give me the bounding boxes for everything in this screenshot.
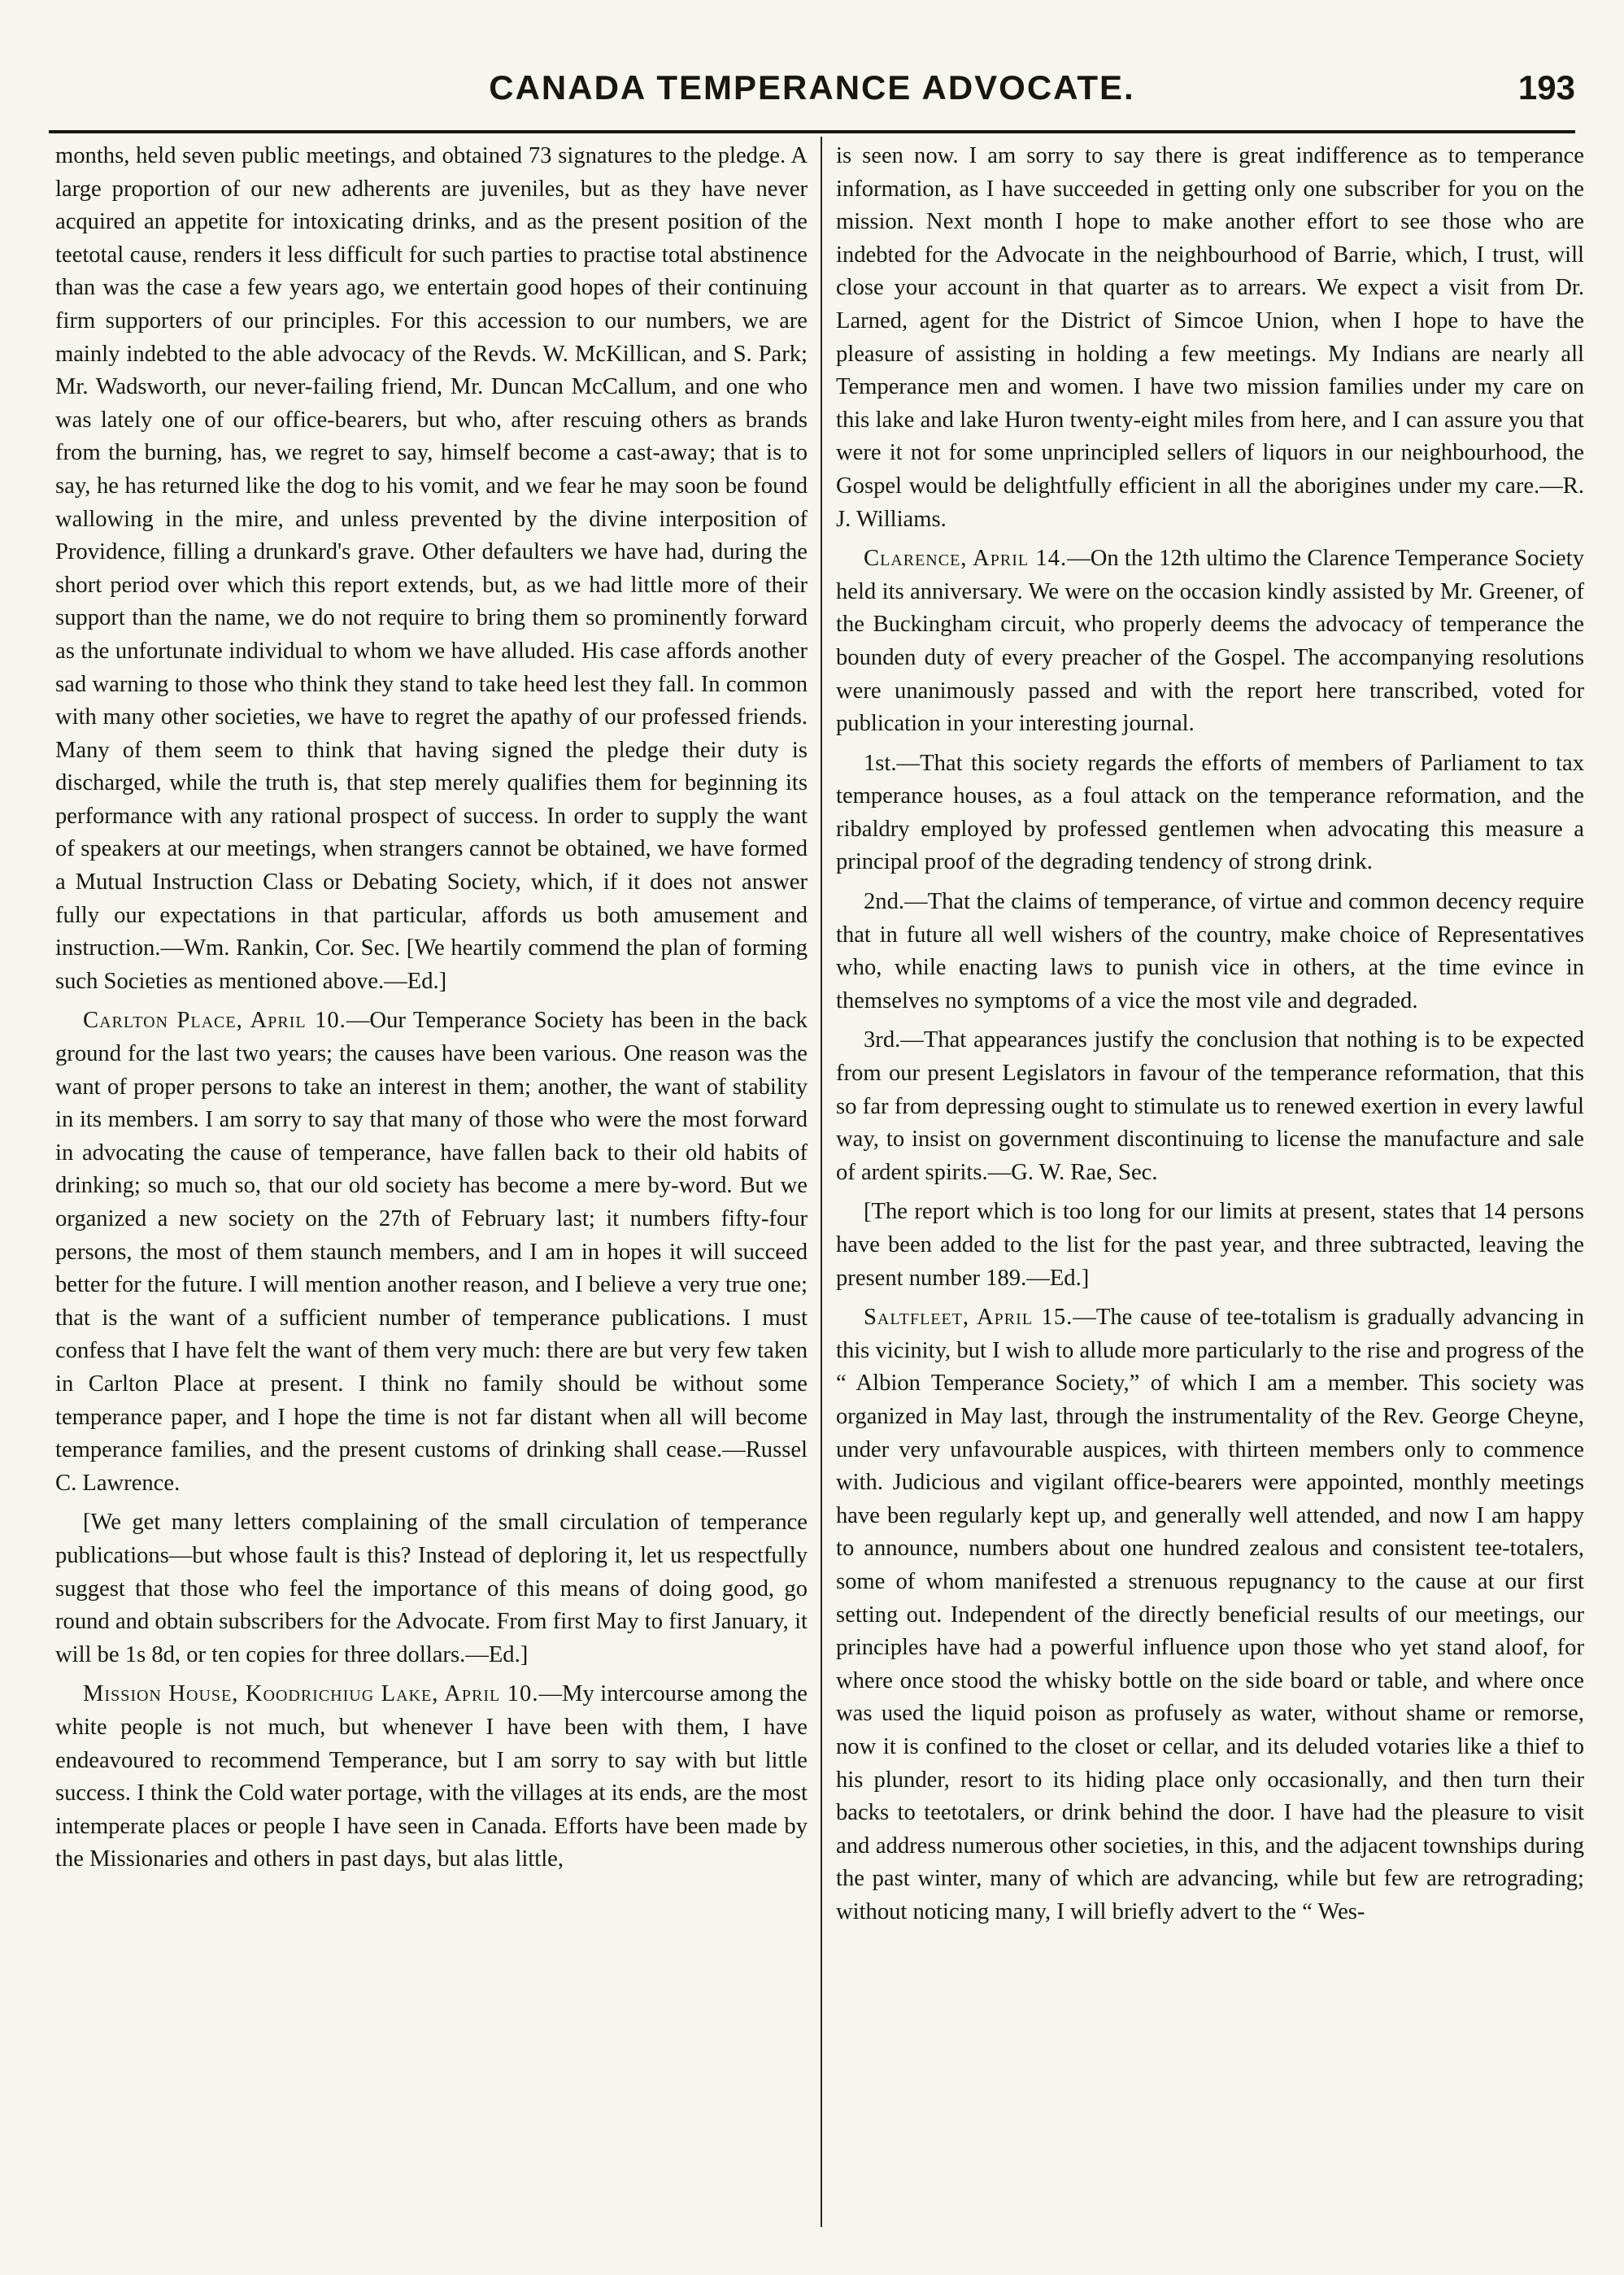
editor-note: [We get many letters complaining of the small circulation of temperance publications—but whose fault is this? Instead of deploring it, let us respectfully suggest that those who feel the importance of this means of doing good, go round and obtain subscribers for the Advocate. From first May to first January, it will be 1s 8d, or ten copies for three dollars.—Ed.] — [55, 1510, 808, 1667]
article-paragraph: is seen now. I am sorry to say there is great indifference as to temperance information, as I have succeeded in getting only one subscriber for you on the mission. Next month I hope to make another effort to see those who are indebted for the Advocate in the neighbourhood of Barrie, which, I trust, will close your account in that quarter as to arrears. We expect a visit from Dr. Larned, agent for the District of Simcoe Union, when I hope to have the pleasure of assisting in holding a few meetings. My Indians are nearly all Temperance men and women. I have two mission families under my care on this lake and lake Huron twenty-eight miles from here, and I can assure you that were it not for some unprincipled sellers of liquors in our neighbourhood, the Gospel would be delightfully efficient in all the aborigines under my care.—R. J. Williams. — [836, 143, 1584, 532]
left-column — [55, 140, 808, 2222]
article-paragraph — [836, 1301, 1584, 1929]
article-text: —The cause of tee-totalism is gradually advancing in this vicinity, but I wish to allude more particularly to the rise and progress of the “ Albion Temperance Society,” of which I am a member. This society was organized in May last, through the instrumentality of the Rev. George Cheyne, under very unfavourable auspices, with thirteen members only to commence with. Judicious and vigilant office-bearers were appointed, monthly meetings have been regularly kept up, and generally well attended, and now I am happy to announce, numbers about one hundred zealous and consistent tee-totalers, some of whom manifested a strenuous repugnancy to the cause at our first setting out. Independent of the directly beneficial results of our meetings, our principles have had a powerful influence upon those who yet stand aloof, for where once stood the whisky bottle on the side board or table, and where once was used the liquid poison as profusely as water, without shame or remorse, now it is confined to the closet or cellar, and its deluded votaries like a thief to his plunder, resort to its hiding place only occasionally, and then turn their backs to teetotalers, or drink behind the door. I have had the pleasure to visit and address numerous other societies, in this, and the adjacent townships during the past winter, many of which are advancing, while but few are retrograding; without noticing many, I will briefly advert to the “ Wes- — [836, 1305, 1584, 1924]
column-divider — [821, 137, 822, 2227]
dateline: Mission House, Koodrichiug Lake, April 10. — [83, 1681, 539, 1707]
article-text: —Our Temperance Society has been in the back ground for the last two years; the causes have been various. One reason was the want of proper persons to take an interest in them; another, the want of stability in its members. I am sorry to say that many of those who were the most forward in advocating the cause of temperance, have fallen back to their old habits of drinking; so much so, that our old society has become a mere by-word. But we organized a new society on the 27th of February last; it numbers fifty-four persons, the most of them staunch members, and I am in hopes it will succeed better for the future. I will mention another reason, and I believe a very true one; that is the want of a sufficient number of temperance publications. I must confess that I have felt the want of them very much: there are but very few taken in Carlton Place at present. I think no family should be without some temperance paper, and I hope the time is not far distant when all will become temperance families, and the present customs of drinking shall cease.—Russel C. Lawrence. — [55, 1008, 808, 1496]
resolution-1: 1st.—That this society regards the efforts of members of Parliament to tax temperance houses, as a foul attack on the temperance reformation, and the ribaldry employed by professed gentlemen when advocating this measure a principal proof of the degrading tendency of strong drink. — [836, 750, 1584, 875]
header-rule — [49, 130, 1575, 133]
page-number: 193 — [1517, 68, 1575, 107]
dateline: Carlton Place, April 10. — [83, 1008, 346, 1034]
dateline: Clarence, April 14. — [864, 546, 1068, 572]
article-paragraph — [836, 543, 1584, 741]
editor-note: [The report which is too long for our limits at present, states that 14 persons have been added to the list for the past year, and three subtracted, leaving the present number 189.—Ed.] — [836, 1199, 1584, 1291]
article-text: —On the 12th ultimo the Clarence Temperance Society held its anniversary. We were on the occasion kindly assisted by Mr. Greener, of the Buckingham circuit, who properly deems the advocacy of temperance the bounden duty of every preacher of the Gospel. The accompanying resolutions were unanimously passed and with the report here transcribed, voted for publication in your interesting journal. — [836, 546, 1584, 737]
dateline: Saltfleet, April 15. — [864, 1305, 1073, 1331]
right-column — [836, 140, 1584, 2222]
page-header — [49, 63, 1575, 122]
resolution-2: 2nd.—That the claims of temperance, of virtue and common decency require that in future all well wishers of the country, make choice of Representatives who, while enacting laws to punish vice in others, at the time evince in themselves no symptoms of a vice the most vile and degraded. — [836, 889, 1584, 1013]
article-paragraph: months, held seven public meetings, and obtained 73 signatures to the pledge. A large proportion of our new adherents are juveniles, but as they have never acquired an appetite for intoxicating drinks, and as the present position of the teetotal cause, renders it less difficult for such parties to practise total abstinence than was the case a few years ago, we entertain good hopes of their continuing firm supporters of our principles. For this accession to our numbers, we are mainly indebted to the able advocacy of the Revds. W. McKillican, and S. Park; Mr. Wadsworth, our never-failing friend, Mr. Duncan McCallum, and one who was lately one of our office-bearers, but who, after rescuing others as brands from the burning, has, we regret to say, himself become a cast-away; that is to say, he has returned like the dog to his vomit, and we fear he may soon be found wallowing in the mire, and unless prevented by the divine interposition of Providence, filling a drunkard's grave. Other defaulters we have had, during the short period over which this report extends, but, as we had little more of their support than the name, we do not require to bring them so prominently forward as the unfortunate individual to whom we have alluded. His case affords another sad warning to those who think they stand to take heed lest they fall. In common with many other societies, we have to regret the apathy of our professed friends. Many of them seem to think that having signed the pledge their duty is discharged, while the truth is, that step merely qualifies them for beginning its performance with any rational prospect of success. In order to supply the want of speakers at our meetings, when strangers cannot be obtained, we have formed a Mutual Instruction Class or Debating Society, which, if it does not answer fully our expectations in that particular, affords us both amusement and instruction.—Wm. Rankin, Cor. Sec. [We heartily commend the plan of forming such Societies as mentioned above.—Ed.] — [55, 143, 808, 994]
article-text: —My intercourse among the white people is not much, but whenever I have been with them, I have endeavoured to recommend Temperance, but I am sorry to say with but little success. I think the Cold water portage, with the villages at its ends, are the most intemperate places or people I have seen in Canada. Efforts have been made by the Missionaries and others in past days, but alas little, — [55, 1681, 808, 1872]
article-paragraph — [55, 1005, 808, 1500]
resolution-3: 3rd.—That appearances justify the conclusion that nothing is to be expected from our present Legislators in favour of the temperance reformation, that this so far from depressing ought to stimulate us to renewed exertion in every lawful way, to insist on government discontinuing to license the manufacture and sale of ardent spirits.—G. W. Rae, Sec. — [836, 1027, 1584, 1185]
page-title: CANADA TEMPERANCE ADVOCATE. — [489, 68, 1135, 107]
article-paragraph — [55, 1678, 808, 1876]
